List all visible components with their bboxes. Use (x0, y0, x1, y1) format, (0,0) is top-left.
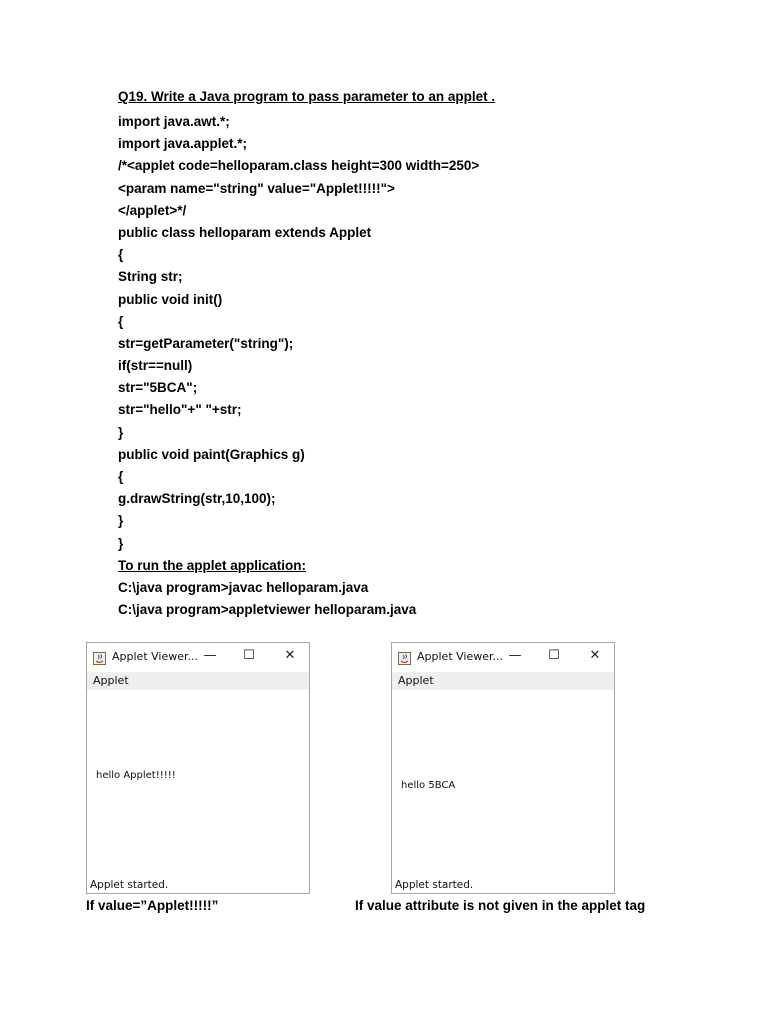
code-line: str="5BCA"; (118, 380, 198, 396)
title-bar[interactable] (392, 643, 614, 672)
window-title: Applet Viewer... (417, 650, 503, 663)
code-line: public class helloparam extends Applet (118, 224, 372, 240)
applet-content-area (392, 690, 614, 893)
applet-viewer-window-1 (86, 642, 310, 894)
applet-content-area (87, 690, 309, 893)
run-command: C:\java program>appletviewer helloparam.java (118, 602, 417, 618)
code-line: public void init() (118, 291, 223, 307)
minimize-button[interactable]: — (508, 648, 522, 663)
code-line: str="hello"+" "+str; (118, 402, 242, 418)
code-line: if(str==null) (118, 358, 193, 374)
code-line: } (118, 535, 124, 551)
title-bar[interactable] (87, 643, 309, 672)
status-text: Applet started. (395, 879, 474, 891)
close-button[interactable]: ✕ (284, 648, 296, 663)
applet-output-text: hello 5BCA (401, 780, 456, 791)
minimize-button[interactable]: — (203, 648, 217, 663)
menu-applet[interactable]: Applet (392, 672, 614, 690)
code-line: g.drawString(str,10,100); (118, 491, 276, 507)
maximize-button[interactable]: ☐ (243, 648, 255, 663)
code-line: { (118, 247, 124, 263)
document-title: Q19. Write a Java program to pass parameter to an applet . (118, 89, 496, 104)
window-title: Applet Viewer... (112, 650, 198, 663)
code-line: import java.awt.*; (118, 114, 230, 129)
java-applet-icon (398, 650, 411, 663)
run-heading: To run the applet application: (118, 557, 306, 573)
caption-right: If value attribute is not given in the applet tag (355, 898, 646, 913)
code-line: String str; (118, 269, 183, 285)
run-command: C:\java program>javac helloparam.java (118, 579, 369, 595)
applet-output-text: hello Applet!!!!! (96, 770, 176, 781)
status-text: Applet started. (90, 879, 169, 891)
code-line: /*<applet code=helloparam.class height=300 width=250> (118, 158, 480, 174)
caption-left: If value=”Applet!!!!!” (86, 898, 219, 913)
menu-applet[interactable]: Applet (87, 672, 309, 690)
code-line: <param name="string" value="Applet!!!!!"> (118, 180, 395, 196)
code-line: { (118, 313, 124, 329)
java-applet-icon (93, 650, 106, 663)
applet-viewer-window-2 (391, 642, 615, 894)
code-line: } (118, 513, 124, 529)
code-line: } (118, 424, 124, 440)
close-button[interactable]: ✕ (589, 648, 601, 663)
code-line: { (118, 469, 124, 484)
code-line: </applet>*/ (118, 202, 187, 218)
code-listing (118, 111, 479, 621)
code-line: public void paint(Graphics g) (118, 446, 305, 462)
code-line: str=getParameter("string"); (118, 335, 294, 351)
maximize-button[interactable]: ☐ (548, 648, 560, 663)
code-line: import java.applet.*; (118, 136, 248, 152)
